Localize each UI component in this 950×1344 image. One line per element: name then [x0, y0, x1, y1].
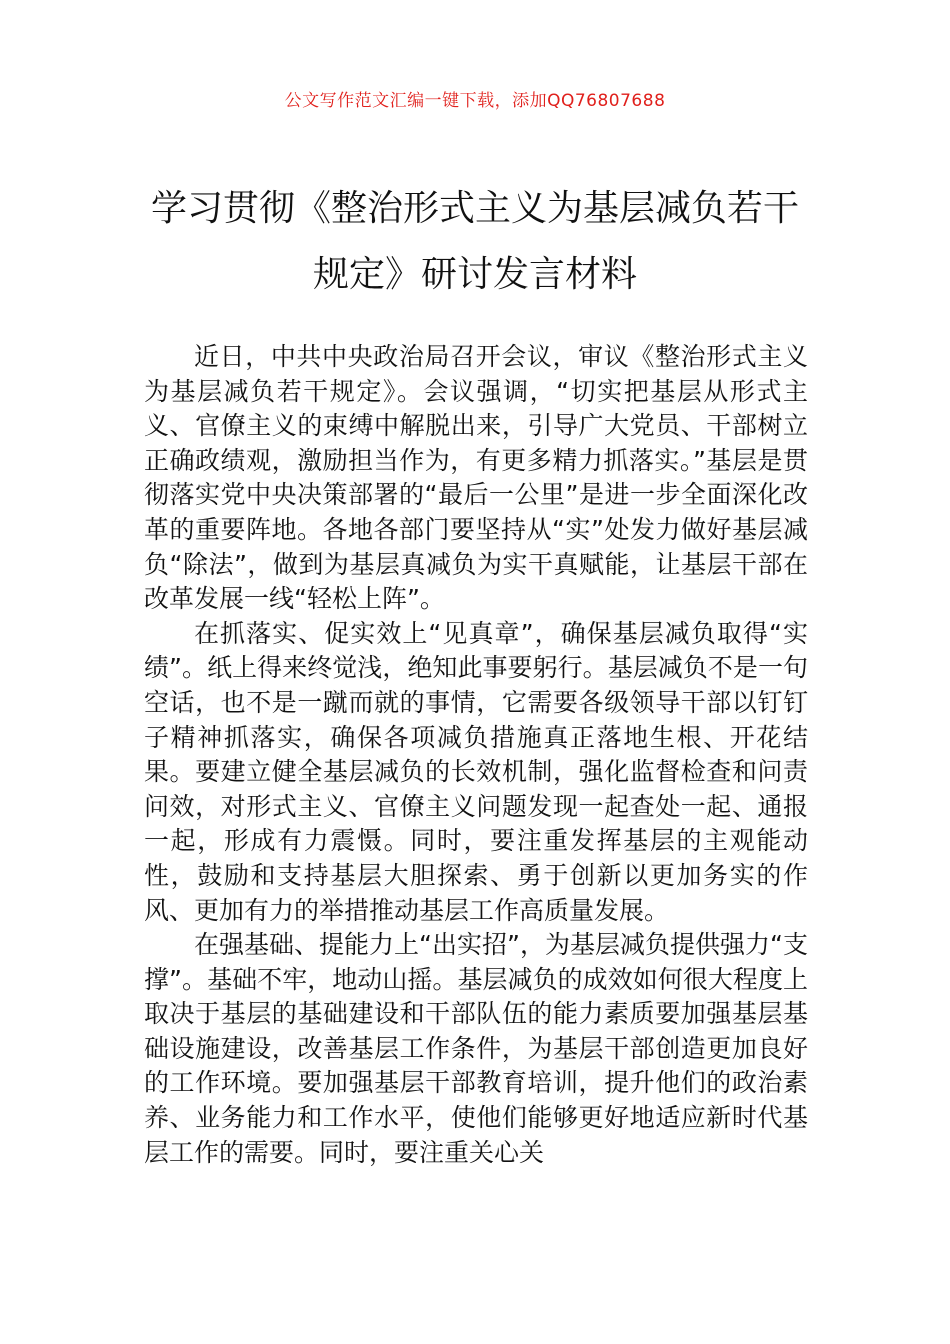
paragraph-1: 近日，中共中央政治局召开会议，审议《整治形式主义为基层减负若干规定》。会议强调，“切实把基层从形式主义、官僚主义的束缚中解脱出来，引导广大党员、干部树立正确政绩观，激励担当作为，有更多精力抓落实。”基层是贯彻落实党中央决策部署的“最后一公里”是进一步全面深化改革的重要阵地。各地各部门要坚持从“实”处发力做好基层减负“除法”，做到为基层真减负为实干真赋能，让基层干部在改革发展一线“轻松上阵”。	[144, 342, 808, 614]
paragraph-2: 在抓落实、促实效上“见真章”，确保基层减负取得“实绩”。纸上得来终觉浅，绝知此事要躬行。基层减负不是一句空话，也不是一蹴而就的事情，它需要各级领导干部以钉钉子精神抓落实，确保各项减负措施真正落地生根、开花结果。要建立健全基层减负的长效机制，强化监督检查和问责问效，对形式主义、官僚主义问题发现一起查处一起、通报一起，形成有力震慑。同时，要注重发挥基层的主观能动性，鼓励和支持基层大胆探索、勇于创新以更加务实的作风、更加有力的举措推动基层工作高质量发展。	[144, 618, 808, 925]
paragraph-3: 在强基础、提能力上“出实招”，为基层减负提供强力“支撑”。基础不牢，地动山摇。基层减负的成效如何很大程度上取决于基层的基础建设和干部队伍的能力素质要加强基层基础设施建设，改善基层工作条件，为基层干部创造更加良好的工作环境。要加强基层干部教育培训，提升他们的政治素养、业务能力和工作水平，使他们能够更好地适应新时代基层工作的需要。同时，要注重关心关	[144, 930, 808, 1167]
title-line-1: 学习贯彻《整治形式主义为基层减负若干	[150, 188, 799, 229]
document-title	[140, 176, 810, 308]
document-body	[144, 340, 808, 1170]
download-promo-note: 公文写作范文汇编一键下载，添加QQ76807688	[284, 91, 666, 111]
title-line-2: 规定》研讨发言材料	[312, 254, 637, 295]
